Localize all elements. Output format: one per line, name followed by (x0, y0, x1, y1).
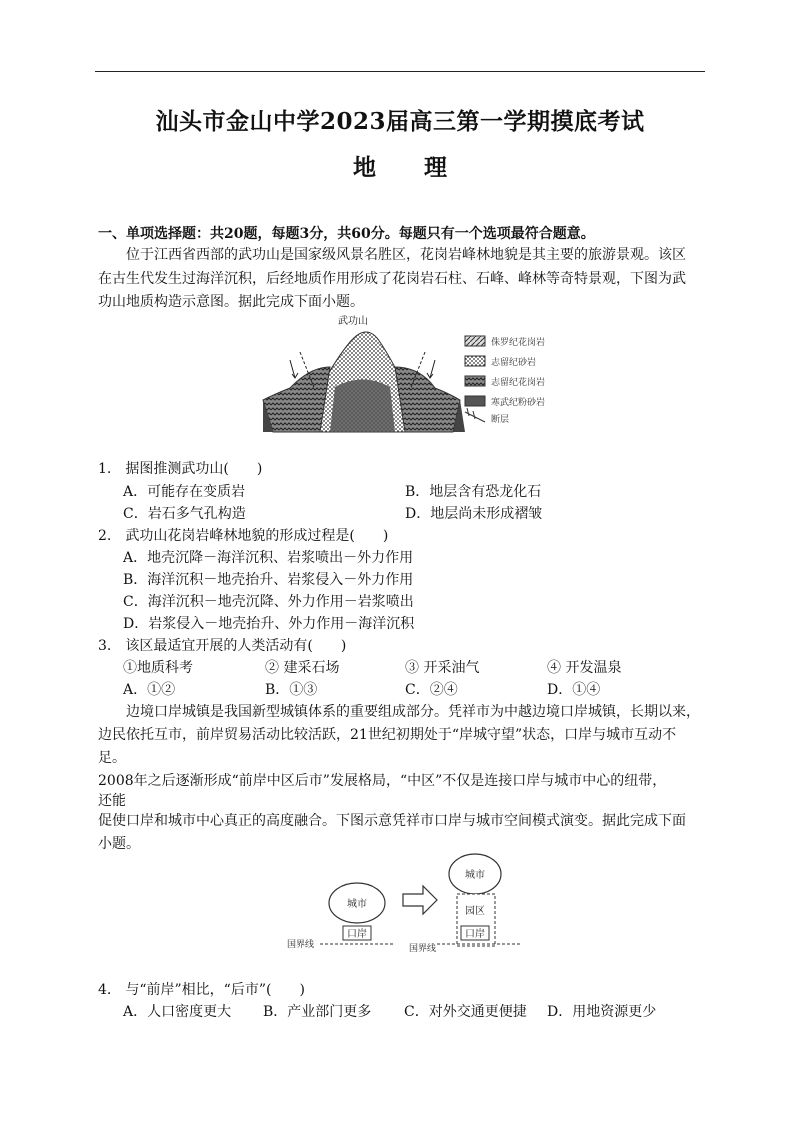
exam-title: 汕头市金山中学2023届高三第一学期摸底考试 (155, 108, 645, 135)
evolution-arrow (403, 886, 437, 914)
left-city-label: 城市 (347, 899, 367, 910)
question-2-stem: 2. 武功山花岗岩峰林地貌的形成过程是( ) (98, 528, 389, 544)
center-dark-layer (330, 380, 395, 433)
passage1-line: 位于江西省西部的武功山是国家级风景名胜区，花岗岩峰林地貌是其主要的旅游景观。该区 (126, 247, 686, 263)
q3-item-2: ② 建采石场 (265, 660, 340, 676)
right-city-label: 城市 (465, 870, 485, 881)
q3-item-1: ①地质科考 (123, 660, 193, 676)
mountain-label: 武功山 (338, 316, 368, 327)
q2-option-b[interactable]: B．海洋沉积－地壳抬升、岩浆侵入－外力作用 (123, 572, 414, 588)
legend-label: 志留纪花岗岩 (491, 378, 546, 388)
right-border-label: 国界线 (409, 944, 437, 954)
passage2-line: 小题。 (98, 836, 140, 852)
port-city-diagram (285, 850, 525, 955)
fault-arrow-left (290, 360, 298, 378)
legend-label: 断层 (491, 415, 510, 425)
q3-option-c[interactable]: C．②④ (405, 682, 458, 698)
q1-option-a[interactable]: A．可能存在变质岩 (123, 484, 246, 500)
q3-option-b[interactable]: B．①③ (265, 682, 318, 698)
left-port-label: 口岸 (347, 929, 367, 940)
question-1-stem: 1. 据图推测武功山( ) (98, 461, 263, 477)
question-3-stem: 3. 该区最适宜开展的人类活动有( ) (98, 638, 347, 654)
passage1-line: 在古生代发生过海洋沉积，后经地质作用形成了花岗岩石柱、石峰、峰林等奇特景观，下图为武 (98, 271, 686, 287)
legend-swatch-silurian-sand (465, 356, 485, 366)
legend-label: 侏罗纪花岗岩 (491, 338, 546, 348)
geology-figure (255, 312, 585, 442)
q3-item-3: ③ 开采油气 (405, 660, 480, 676)
q4-option-b[interactable]: B．产业部门更多 (263, 1004, 372, 1020)
legend-swatch-jurassic (465, 336, 485, 346)
legend-swatch-silurian-granite (465, 376, 485, 386)
subject-title: 地 理 (352, 154, 467, 181)
q3-item-4: ④ 开发温泉 (547, 660, 622, 676)
q4-option-d[interactable]: D．用地资源更少 (547, 1004, 657, 1020)
q1-option-d[interactable]: D．地层尚未形成褶皱 (405, 506, 543, 522)
fault-arrow-right (427, 360, 435, 378)
q2-option-d[interactable]: D．岩浆侵入－地壳抬升、外力作用－海洋沉积 (123, 616, 415, 632)
q4-option-a[interactable]: A．人口密度更大 (123, 1004, 232, 1020)
legend-label: 志留纪砂岩 (491, 358, 537, 368)
q2-option-c[interactable]: C．海洋沉积－地壳沉降、外力作用－岩浆喷出 (123, 594, 414, 610)
legend-label: 寒武纪粉砂岩 (491, 398, 546, 408)
passage2-line: 足。 (98, 750, 126, 766)
left-flank (263, 367, 330, 432)
q1-option-c[interactable]: C．岩石多气孔构造 (123, 506, 246, 522)
passage2-line: 边境口岸城镇是我国新型城镇体系的重要组成部分。凭祥市为中越边境口岸城镇，长期以来， (126, 704, 700, 720)
right-zone-label: 园区 (465, 906, 485, 917)
legend-swatch-cambrian (465, 396, 485, 406)
q3-option-a[interactable]: A．①② (123, 682, 176, 698)
passage2-line: 2008年之后逐渐形成“前岸中区后市”发展格局，“中区”不仅是连接口岸与城市中心的纽带， (98, 773, 667, 789)
legend-swatch-fault (465, 408, 485, 422)
right-flank (395, 367, 460, 432)
top-rule (95, 71, 705, 72)
passage1-line: 功山地质构造示意图。据此完成下面小题。 (98, 294, 364, 310)
right-port-label: 口岸 (465, 929, 485, 940)
q1-option-b[interactable]: B．地层含有恐龙化石 (405, 484, 542, 500)
passage2-line: 促使口岸和城市中心真正的高度融合。下图示意凭祥市口岸与城市空间模式演变。据此完成下面 (98, 813, 686, 829)
question-4-stem: 4. 与“前岸”相比，“后市”( ) (98, 982, 305, 998)
q3-option-d[interactable]: D．①④ (547, 682, 601, 698)
q2-option-a[interactable]: A．地壳沉降－海洋沉积、岩浆喷出－外力作用 (123, 550, 414, 566)
passage2-line: 边民依托互市，前岸贸易活动比较活跃，21世纪初期处于“岸城守望”状态，口岸与城市互动不 (98, 727, 677, 743)
passage2-line: 还能 (98, 793, 126, 809)
section-heading: 一、单项选择题：共20题，每题3分，共60分。每题只有一个选项最符合题意。 (98, 226, 595, 242)
left-border-label: 国界线 (287, 940, 315, 950)
q4-option-c[interactable]: C．对外交通更便捷 (404, 1004, 527, 1020)
